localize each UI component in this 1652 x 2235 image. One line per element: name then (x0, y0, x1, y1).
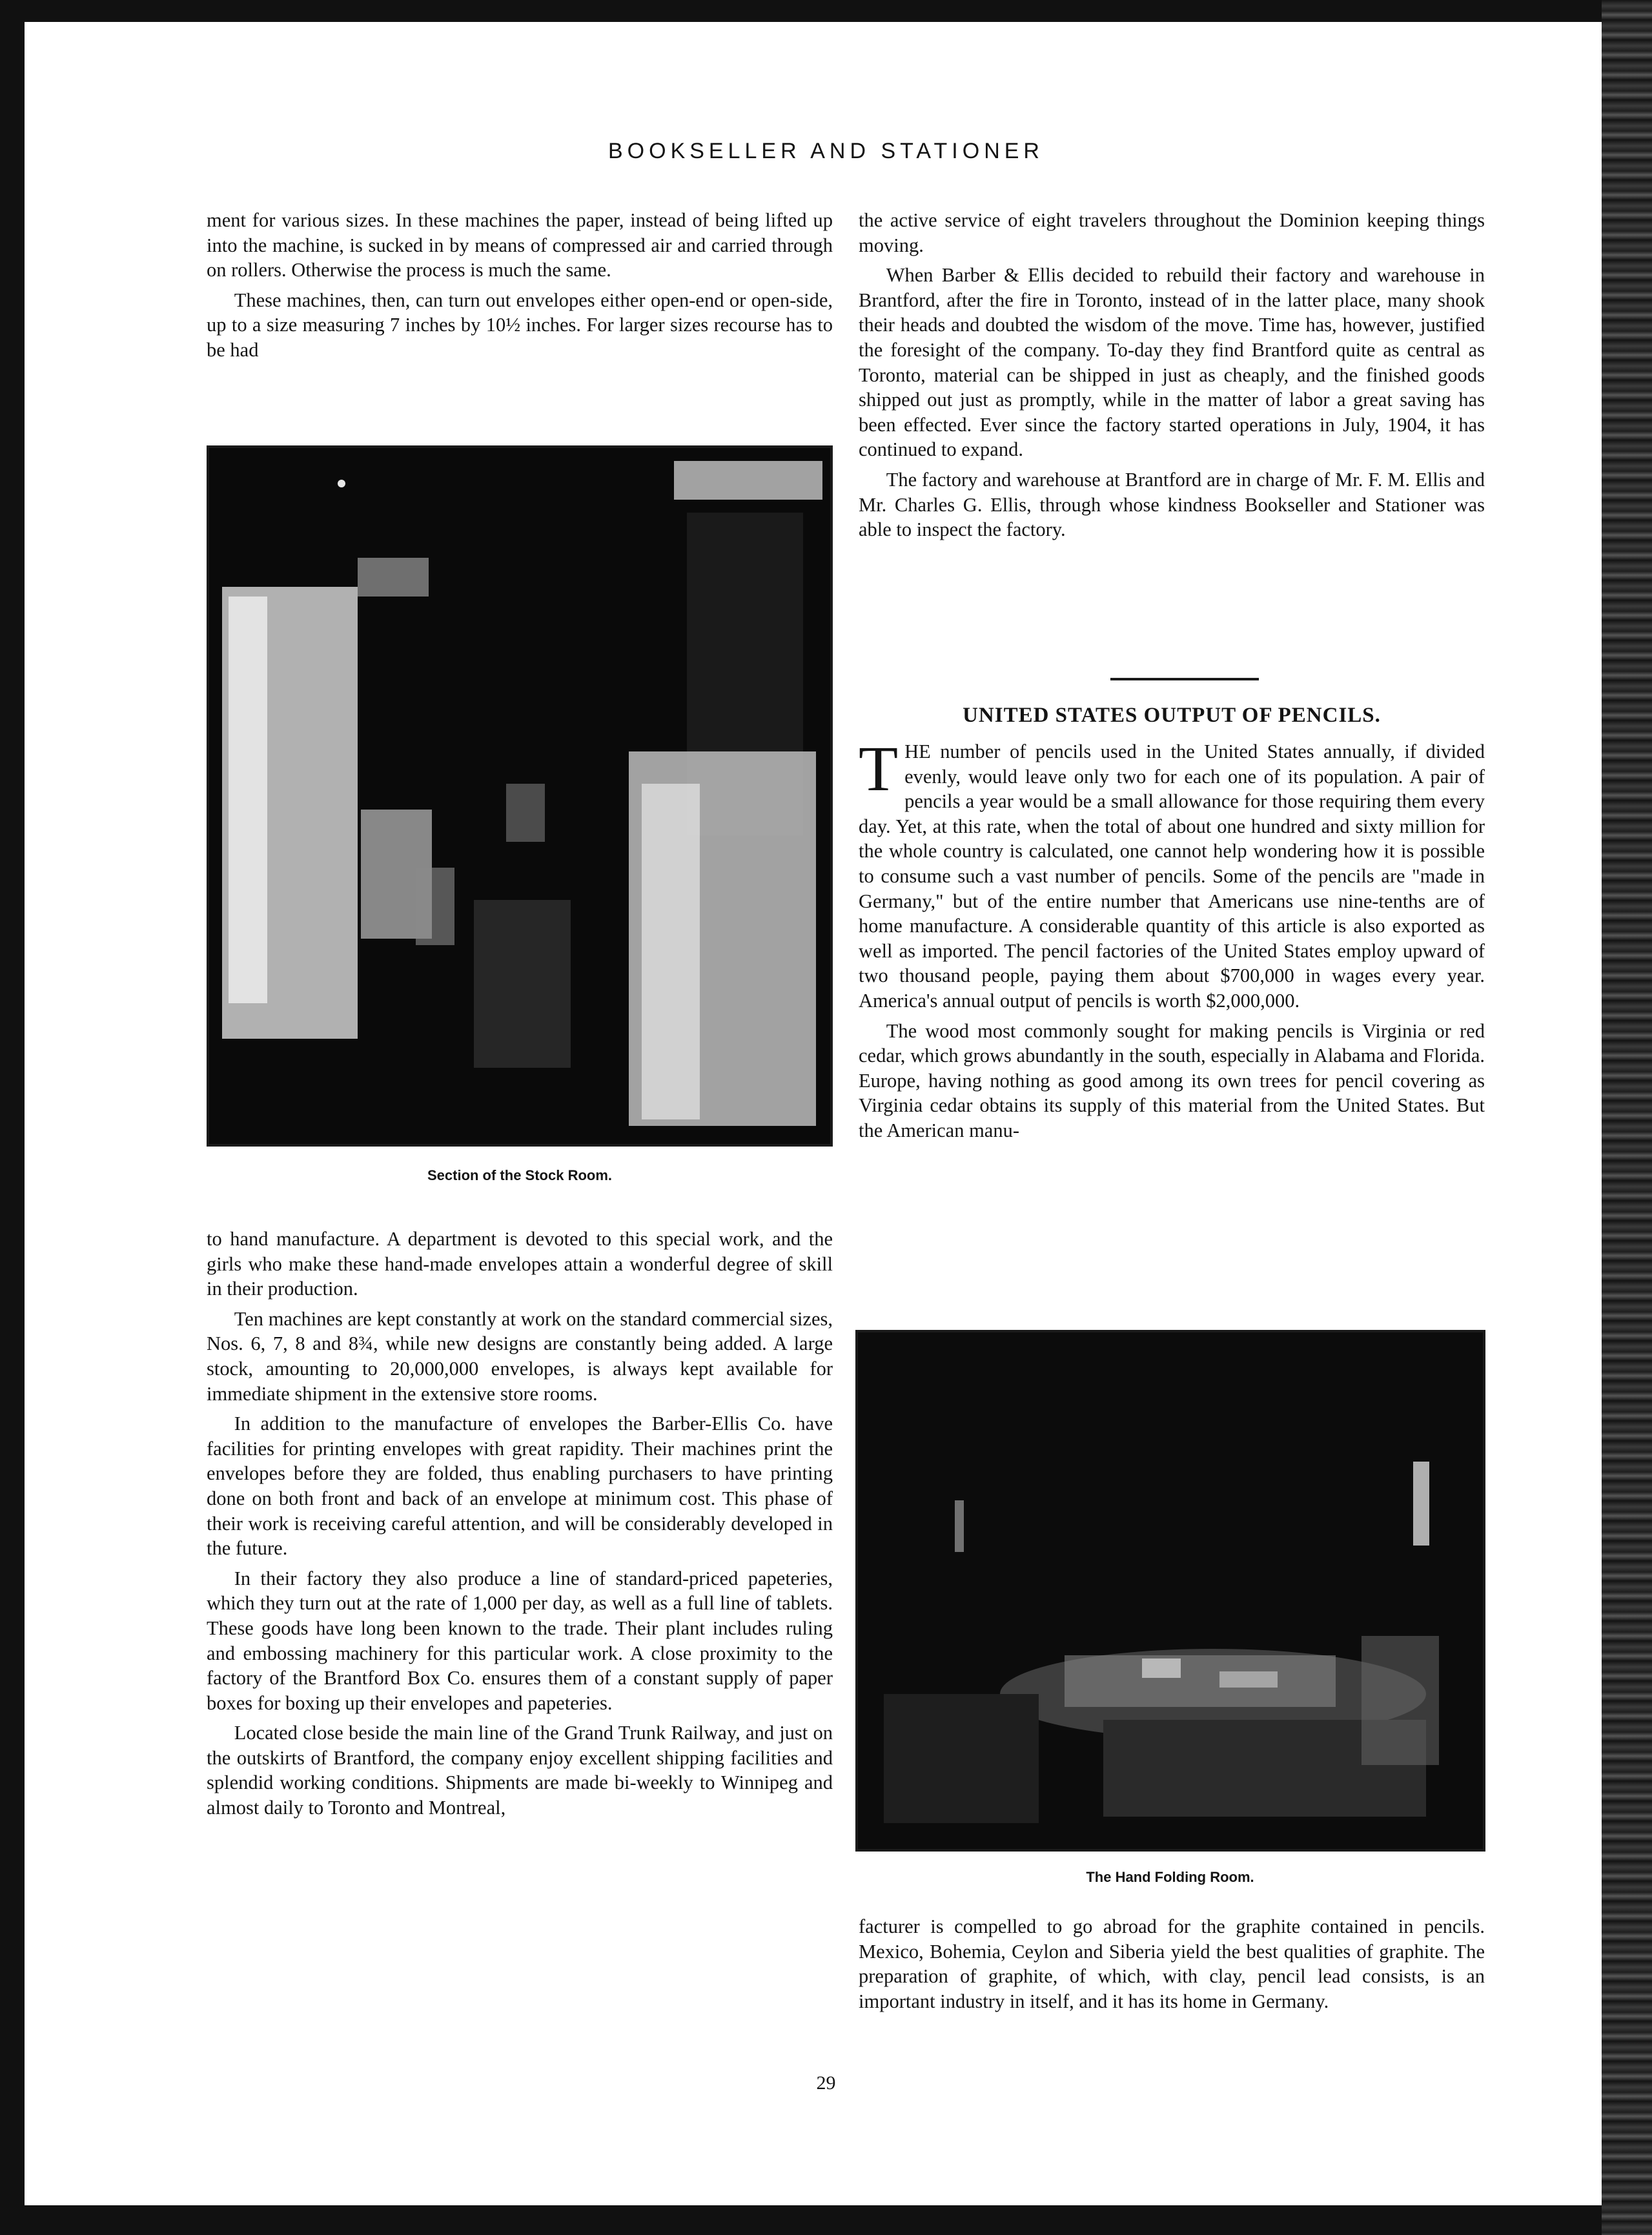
paragraph: Located close beside the main line of the Grand Trunk Railway, and just on the outskirts of Brantford, the company enjoy excellent shipping facilities and splendid working conditions. Shipments are made bi-weekly to Winnipeg and almost daily to Toronto and Montreal, (207, 1722, 833, 1819)
article-title: UNITED STATES OUTPUT OF PENCILS. (963, 704, 1381, 727)
section-divider (1110, 678, 1259, 680)
left-column-top (207, 208, 833, 368)
paragraph: The factory and warehouse at Brantford are in charge of Mr. F. M. Ellis and Mr. Charles G. Ellis, through whose kindness Bookseller and Stationer was able to inspect the factory. (859, 468, 1485, 541)
scan-border-left (0, 0, 25, 2235)
hand-folding-room-photo (855, 1330, 1485, 1852)
page-number: 29 (816, 2072, 836, 2094)
running-header: BOOKSELLER AND STATIONER (608, 139, 1044, 163)
drop-cap: T (859, 733, 899, 804)
paragraph: to hand manufacture. A department is devoted to this special work, and the girls who make these hand-made envelopes attain a wonderful degree of skill in their production. (207, 1228, 833, 1300)
paragraph: the active service of eight travelers throughout the Dominion keeping things moving. (859, 209, 1485, 256)
stock-room-caption: Section of the Stock Room. (427, 1167, 613, 1183)
article-body (859, 733, 1485, 1148)
paragraph: facturer is compelled to go abroad for the graphite contained in pencils. Mexico, Bohemia, Ceylon and Siberia yield the best qualities of graphite. The preparation of graphite, of which, with clay, pencil lead consists, is an important industry in itself, and it has its home in Germany. (859, 1915, 1485, 2012)
paragraph-text: HE number of pencils used in the United States annually, if divided evenly, would leave only two for each one of its population. A pair of pencils a year would be a small allowance for those requiring them every day. Yet, at this rate, when the total of about one hundred and sixty million for the whole country is calculated, one cannot help wondering how it is possible to consume such a vast number of pencils. Some of the pencils are "made in Germany," but of the entire number that Americans use nine-tenths are of home manufacture. A considerable quantity of this article is also exported as well as imported. The pencil factories of the United States employ upward of two thousand people, paying them about $700,000 in wages every year. America's annual output of pencils is worth $2,000,000. (859, 740, 1485, 1012)
article-first-paragraph (859, 733, 1485, 1014)
right-column-bottom (859, 1914, 1485, 2019)
paragraph: Ten machines are kept constantly at work on the standard commercial sizes, Nos. 6, 7, 8 and 8¾, while new designs are constantly being added. A large stock, amounting to 20,000,000 envelopes, is always kept available for immediate shipment in the extensive store rooms. (207, 1307, 833, 1405)
paragraph: In their factory they also produce a line of standard-priced papeteries, which they turn out at the rate of 1,000 per day, as well as a full line of tablets. These goods have long been known to the trade. Their plant includes ruling and embossing machinery for this particular work. A close proximity to the factory of the Brantford Box Co. ensures them of a constant supply of paper boxes for boxing up their envelopes and papeteries. (207, 1567, 833, 1714)
scan-border-bottom (0, 2205, 1652, 2235)
stock-room-photo (207, 445, 833, 1147)
scan-border-right (1602, 0, 1652, 2235)
scan-border-top (0, 0, 1652, 22)
paragraph: When Barber & Ellis decided to rebuild their factory and warehouse in Brantford, after the fire in Toronto, instead of in the latter place, many shook their heads and doubted the wisdom of the move. Time has, however, justified the foresight of the company. To-day they find Brantford quite as central as Toronto, material can be shipped in just as cheaply, and the finished goods shipped out just as promptly, while in the matter of labor a great saving has been effected. Ever since the factory started operations in July, 1904, it has continued to expand. (859, 264, 1485, 461)
paragraph: These machines, then, can turn out envelopes either open-end or open-side, up to a size measuring 7 inches by 10½ inches. For larger sizes recourse has to be had (207, 289, 833, 361)
paragraph: In addition to the manufacture of envelopes the Barber-Ellis Co. have facilities for printing envelopes with great rapidity. Their machines print the envelopes before they are folded, thus enabling purchasers to have printing done on both front and back of an envelope at minimum cost. This phase of their work is receiving careful attention, and will be considerably developed in the future. (207, 1413, 833, 1560)
hand-folding-room-caption: The Hand Folding Room. (1086, 1869, 1254, 1885)
right-column-top (859, 208, 1485, 547)
paragraph: ment for various sizes. In these machines the paper, instead of being lifted up into the machine, is sucked in by means of compressed air and carried through on rollers. Otherwise the process is much the same. (207, 209, 833, 281)
left-column-bottom (207, 1227, 833, 1826)
paragraph: The wood most commonly sought for making pencils is Virginia or red cedar, which grows abundantly in the south, especially in Alabama and Florida. Europe, having nothing as good among its own trees for pencil covering as Virginia cedar obtains its supply of this material from the United States. But the American manu- (859, 1019, 1485, 1141)
